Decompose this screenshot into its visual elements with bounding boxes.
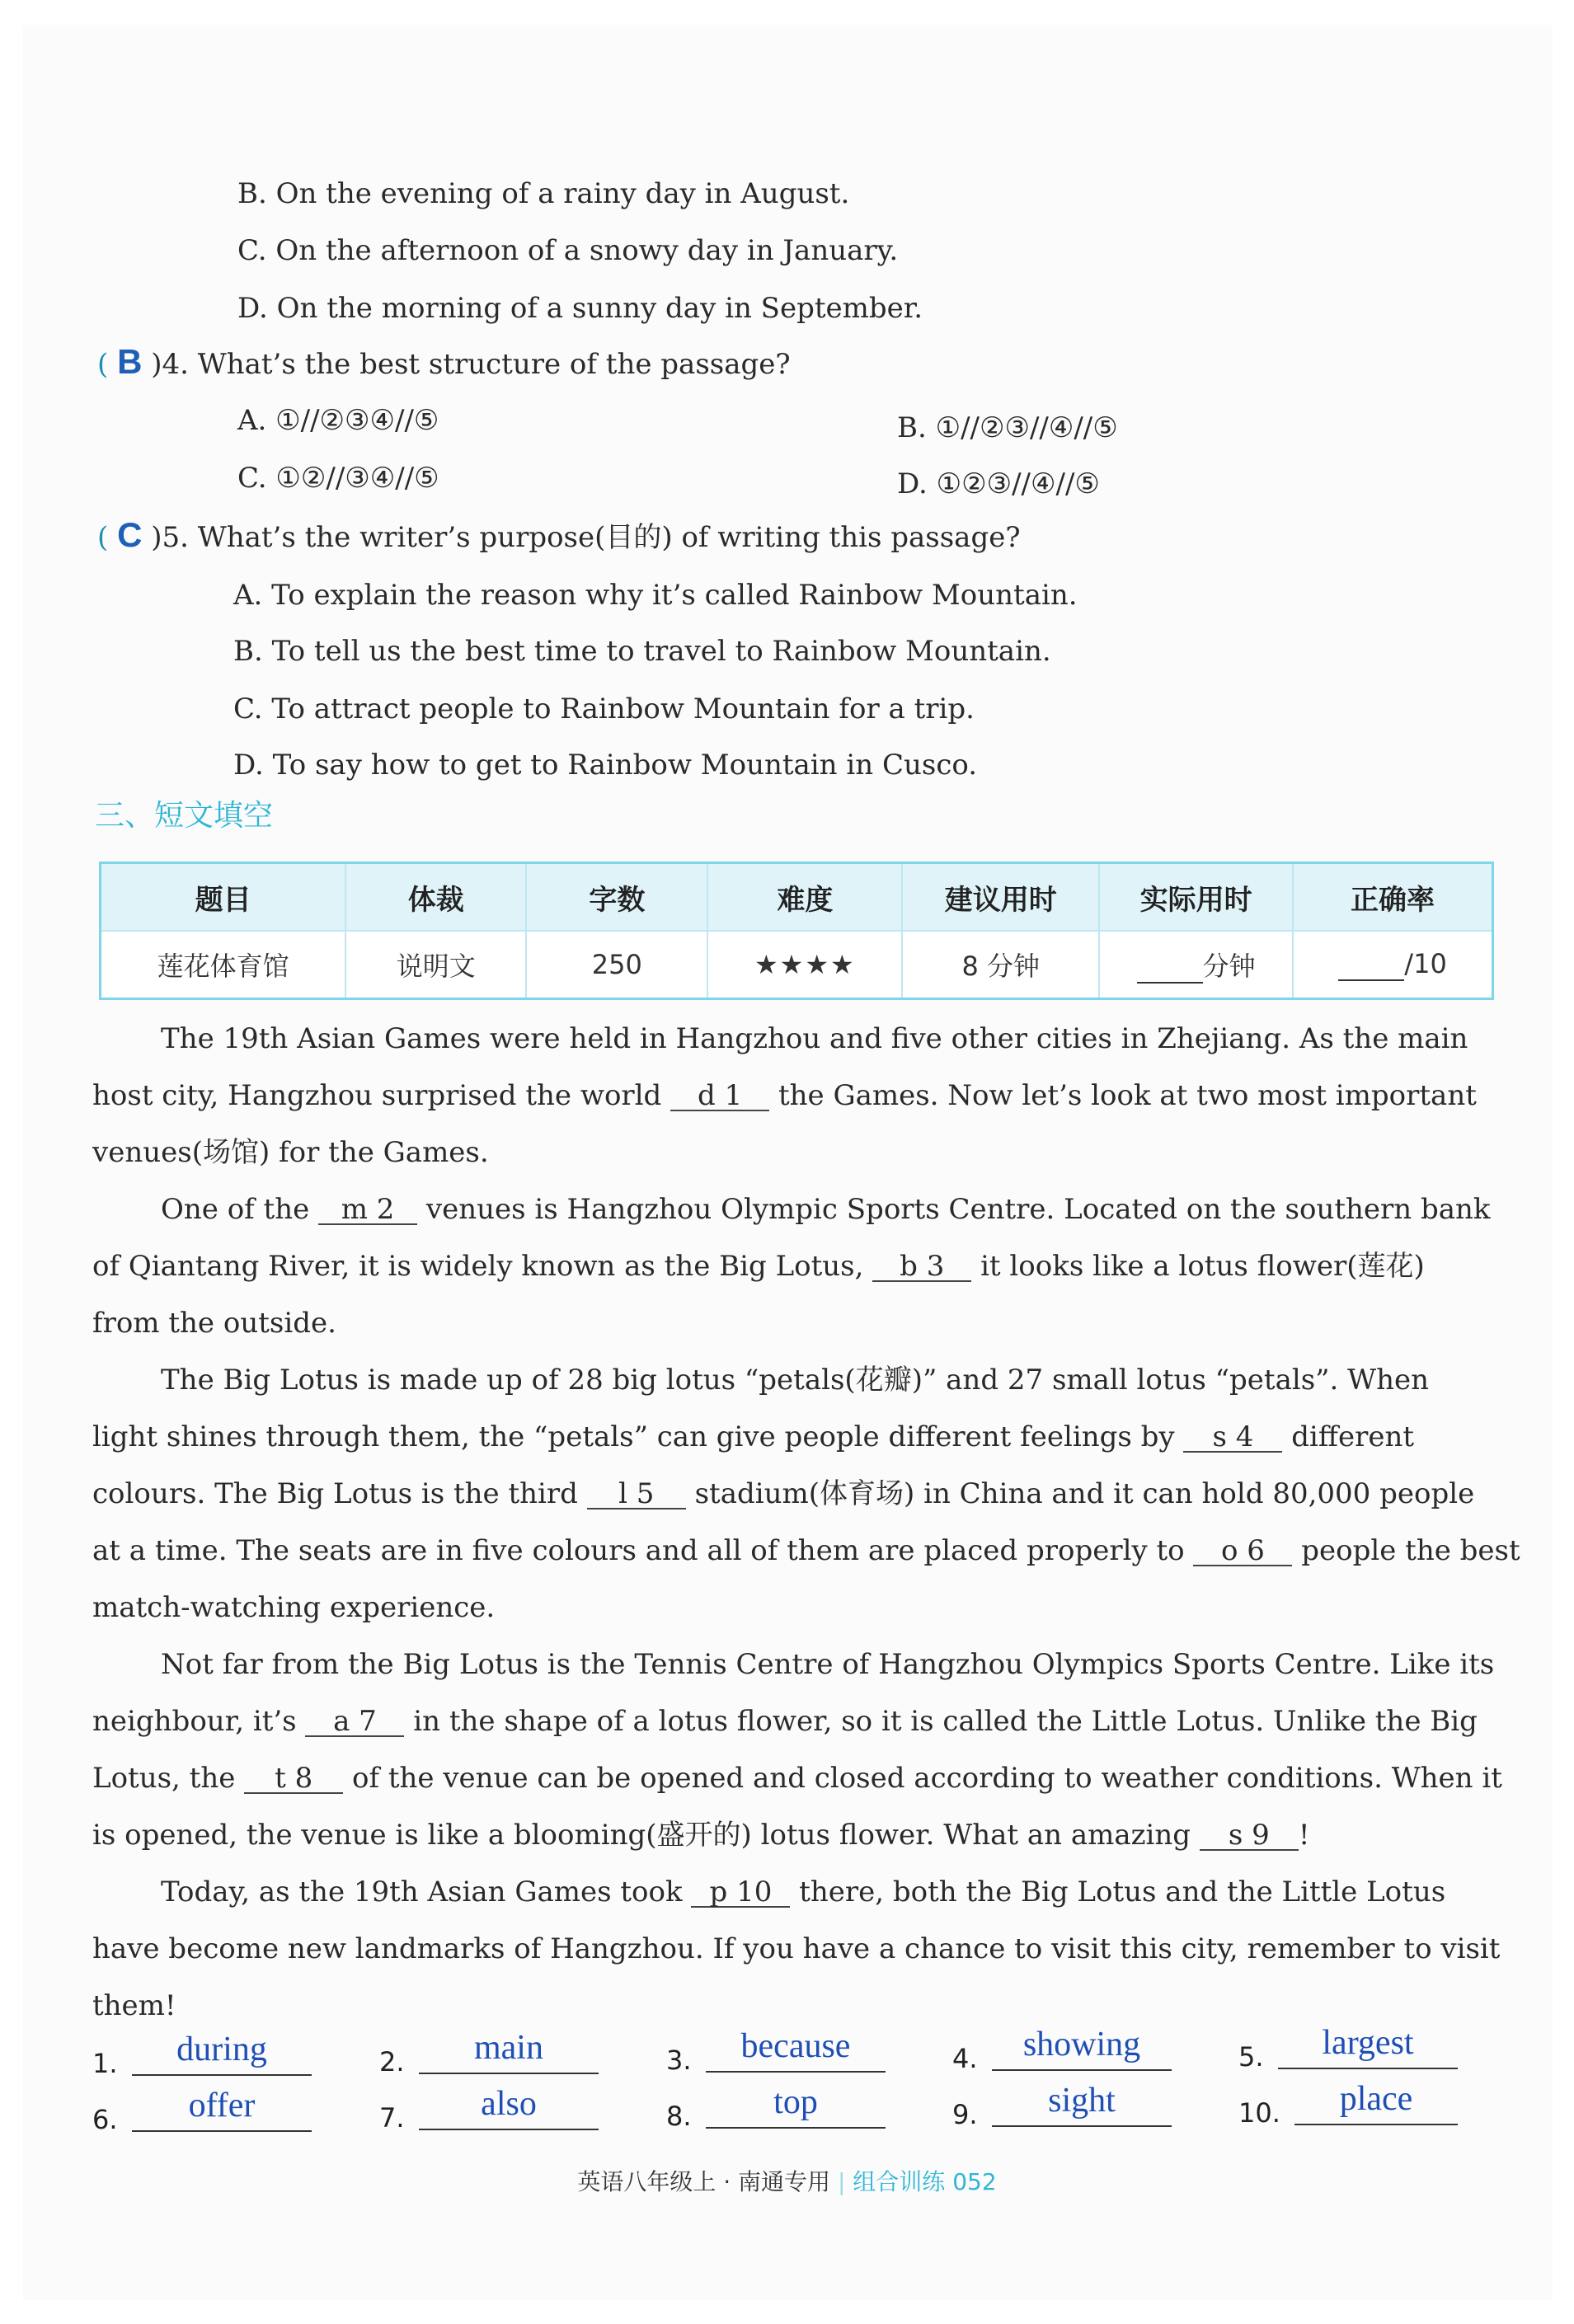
- answer-word[interactable]: place: [1339, 2080, 1413, 2118]
- q4-option-a: A. ①//②③④//⑤: [237, 404, 439, 437]
- cell-actual-time: 分钟: [1099, 931, 1293, 999]
- header-word-count: 字数: [526, 863, 707, 932]
- answer-word[interactable]: showing: [1022, 2026, 1141, 2063]
- section-title: 三、短文填空: [95, 799, 274, 833]
- accuracy-blank[interactable]: [1338, 948, 1404, 981]
- passage-line: from the outside.: [92, 1307, 336, 1340]
- q4-option-d: D. ①②③//④//⑤: [897, 467, 1100, 500]
- q5-option-a: A. To explain the reason why it’s called Rainbow Mountain.: [233, 579, 1078, 612]
- passage-line: them!: [92, 1989, 176, 2022]
- answer-number: 1.: [92, 2048, 118, 2079]
- q5-answer: C: [117, 515, 143, 554]
- blank-8[interactable]: t 8: [244, 1764, 343, 1794]
- answer-line: [706, 2071, 886, 2073]
- answer-line: [419, 2129, 599, 2130]
- q3-option-c: C. On the afternoon of a snowy day in January.: [237, 234, 899, 267]
- passage-line: Today, as the 19th Asian Games took p 10 there, both the Big Lotus and the Little Lotus: [161, 1876, 1446, 1908]
- blank-10[interactable]: p 10: [691, 1878, 790, 1908]
- q4-answer: B: [117, 342, 143, 381]
- answer-word[interactable]: top: [773, 2083, 818, 2121]
- cell-accuracy: /10: [1293, 931, 1492, 999]
- q4-option-b: B. ①//②③//④//⑤: [897, 411, 1118, 444]
- cell-genre: 说明文: [345, 931, 526, 999]
- answer-word[interactable]: because: [740, 2027, 851, 2065]
- passage-line: The Big Lotus is made up of 28 big lotus “petals(花瓣)” and 27 small lotus “petals”. When: [161, 1364, 1430, 1397]
- answer-number: 8.: [666, 2101, 692, 2132]
- blank-9[interactable]: s 9: [1200, 1821, 1299, 1851]
- q5-question: ( C )5. What’s the writer’s purpose(目的) of writing this passage?: [97, 515, 1021, 554]
- q4-question: ( B )4. What’s the best structure of the passage?: [97, 342, 791, 381]
- q5-option-d: D. To say how to get to Rainbow Mountain in Cusco.: [233, 749, 978, 782]
- passage-line: is opened, the venue is like a blooming(盛开的) lotus flower. What an amazing s 9 !: [92, 1819, 1310, 1852]
- answer-number: 3.: [666, 2045, 692, 2076]
- q3-option-d: D. On the morning of a sunny day in September.: [237, 292, 923, 325]
- passage-line: Not far from the Big Lotus is the Tennis Centre of Hangzhou Olympics Sports Centre. Like its: [161, 1648, 1495, 1681]
- answer-line: [992, 2125, 1172, 2127]
- passage-line: match-watching experience.: [92, 1591, 496, 1624]
- page-footer: 英语八年级上 · 南通专用 | 组合训练 052: [577, 2168, 997, 2195]
- cell-difficulty: ★★★★: [707, 931, 902, 999]
- passage-line: of Qiantang River, it is widely known as the Big Lotus, b 3 it looks like a lotus flower(莲花): [92, 1250, 1425, 1283]
- q4-stem: )4. What’s the best structure of the passage?: [151, 348, 791, 381]
- answer-word[interactable]: during: [176, 2031, 267, 2068]
- footer-section: 组合训练: [853, 2168, 946, 2195]
- page-number: 052: [952, 2168, 997, 2195]
- q4-option-c: C. ①②//③④//⑤: [237, 462, 439, 495]
- passage-line: at a time. The seats are in five colours and all of them are placed properly to o 6 people the best: [92, 1534, 1520, 1567]
- passage-line: colours. The Big Lotus is the third l 5 stadium(体育场) in China and it can hold 80,000 people: [92, 1477, 1475, 1510]
- passage-line: have become new landmarks of Hangzhou. If you have a chance to visit this city, remember to visit: [92, 1932, 1501, 1965]
- answer-number: 2.: [379, 2046, 405, 2078]
- passage-line: Lotus, the t 8 of the venue can be opened and closed according to weather conditions. When it: [92, 1762, 1502, 1795]
- blank-1[interactable]: d 1: [670, 1082, 769, 1111]
- answer-word[interactable]: sight: [1048, 2082, 1116, 2120]
- answer-number: 10.: [1238, 2097, 1280, 2129]
- header-suggested-time: 建议用时: [902, 863, 1099, 932]
- q3-option-b: B. On the evening of a rainy day in August.: [237, 177, 850, 210]
- answer-line: [1294, 2124, 1458, 2125]
- answer-word[interactable]: offer: [188, 2087, 256, 2124]
- answer-number: 7.: [379, 2102, 405, 2134]
- q5-option-b: B. To tell us the best time to travel to Rainbow Mountain.: [233, 635, 1051, 668]
- answer-line: [706, 2127, 886, 2129]
- footer-book-title: 英语八年级上 · 南通专用: [577, 2168, 831, 2195]
- blank-6[interactable]: o 6: [1193, 1537, 1292, 1566]
- passage-line: The 19th Asian Games were held in Hangzhou and five other cities in Zhejiang. As the main: [161, 1022, 1468, 1055]
- answer-number: 6.: [92, 2104, 118, 2135]
- answer-line: [132, 2074, 312, 2076]
- answer-number: 4.: [952, 2043, 978, 2074]
- passage-line: One of the m 2 venues is Hangzhou Olympic Sports Centre. Located on the southern bank: [161, 1193, 1491, 1226]
- answer-number: 9.: [952, 2099, 978, 2130]
- passage-line: neighbour, it’s a 7 in the shape of a lotus flower, so it is called the Little Lotus. Unlike the Big: [92, 1705, 1478, 1738]
- passage-line: venues(场馆) for the Games.: [92, 1136, 489, 1169]
- exercise-info-table: [99, 862, 1494, 1000]
- actual-time-blank[interactable]: [1137, 951, 1203, 984]
- blank-2[interactable]: m 2: [318, 1195, 417, 1225]
- blank-7[interactable]: a 7: [305, 1707, 404, 1737]
- passage-line: light shines through them, the “petals” can give people different feelings by s 4 different: [92, 1420, 1415, 1453]
- header-title: 题目: [101, 863, 346, 932]
- answer-word[interactable]: main: [474, 2029, 543, 2067]
- header-genre: 体裁: [345, 863, 526, 932]
- cell-title: 莲花体育馆: [101, 931, 346, 999]
- answer-line: [992, 2069, 1172, 2071]
- passage-line: host city, Hangzhou surprised the world d 1 the Games. Now let’s look at two most important: [92, 1079, 1477, 1112]
- answer-number: 5.: [1238, 2041, 1264, 2073]
- header-accuracy: 正确率: [1293, 863, 1492, 932]
- q5-option-c: C. To attract people to Rainbow Mountain for a trip.: [233, 693, 975, 725]
- blank-4[interactable]: s 4: [1183, 1423, 1282, 1453]
- cell-suggested-time: 8 分钟: [902, 931, 1099, 999]
- answer-line: [419, 2073, 599, 2074]
- header-difficulty: 难度: [707, 863, 902, 932]
- answer-line: [132, 2130, 312, 2132]
- blank-5[interactable]: l 5: [587, 1480, 686, 1509]
- answer-word[interactable]: also: [481, 2085, 537, 2123]
- blank-3[interactable]: b 3: [872, 1252, 971, 1282]
- q5-stem: )5. What’s the writer’s purpose(目的) of writing this passage?: [151, 521, 1021, 554]
- header-actual-time: 实际用时: [1099, 863, 1293, 932]
- answer-line: [1278, 2068, 1458, 2069]
- answer-word[interactable]: largest: [1322, 2024, 1414, 2062]
- cell-word-count: 250: [526, 931, 707, 999]
